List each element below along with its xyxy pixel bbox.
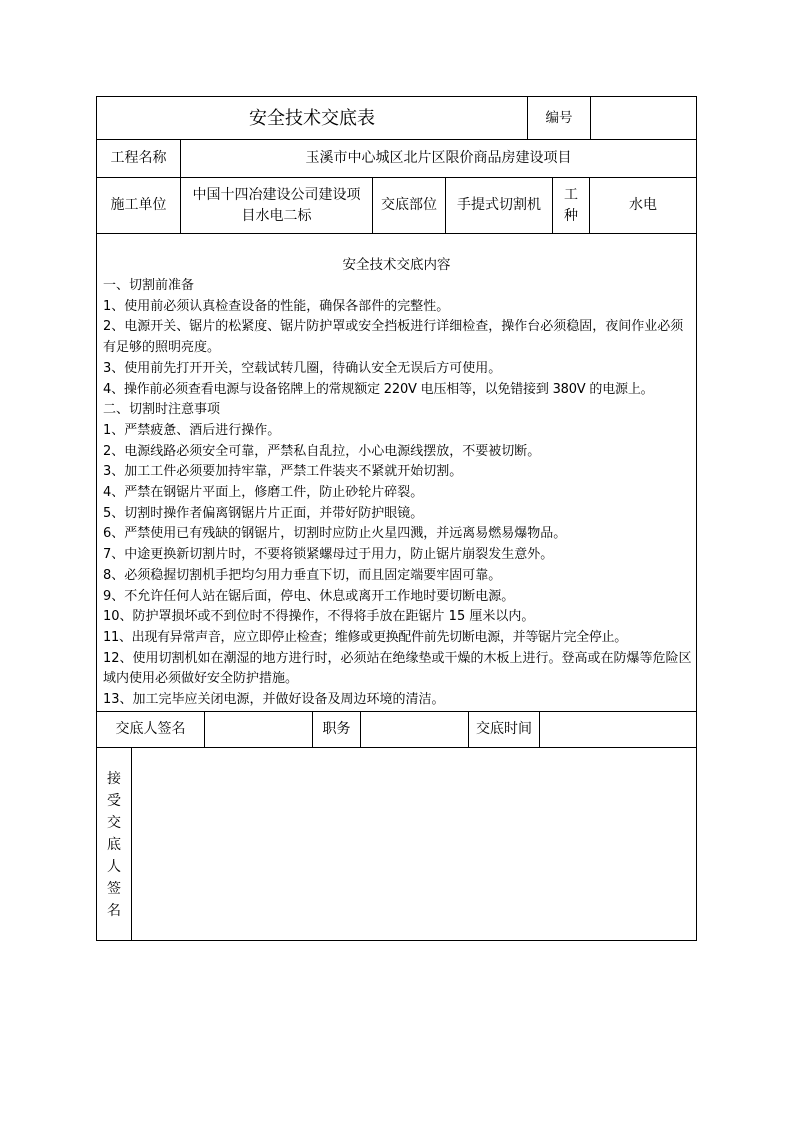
number-field[interactable] [591,97,696,139]
project-name-value: 玉溪市中心城区北片区限价商品房建设项目 [305,150,572,166]
form-title: 安全技术交底表 [249,107,375,129]
construction-unit-line: 中国十四冶建设公司建设项 [192,186,361,203]
content-line: 2、电源开关、锯片的松紧度、锯片防护罩或安全挡板进行详细检查，操作台必须稳固，夜间作业必须有足够的照明亮度。 [103,319,684,356]
disclosure-time-label: 交底时间 [476,721,532,737]
discloser-signature-label: 交底人签名 [115,721,186,737]
content-line: 6、严禁使用已有残缺的钢锯片，切割时应防止火星四溅，并远离易燃易爆物品。 [103,526,567,542]
content-line: 10、防护罩损坏或不到位时不得操作，不得将手放在距锯片 15 厘米以内。 [103,609,535,625]
content-line: 12、使用切割机如在潮湿的地方进行时，必须站在绝缘垫或干燥的木板上进行。登高或在防爆等危险区域内使用必须做好安全防护措施。 [103,650,692,687]
content-line: 7、中途更换新切割片时，不要将锁紧螺母过于用力，防止锯片崩裂发生意外。 [103,547,554,563]
receiver-signature-label [97,768,131,922]
content-line: 3、加工工件必须要加持牢靠，严禁工件装夹不紧就开始切割。 [103,464,463,480]
content-line: 4、严禁在钢锯片平面上，修磨工件，防止砂轮片碎裂。 [103,485,424,501]
table-border-bottom [96,940,697,941]
disclosure-time-field[interactable] [540,712,696,747]
disclosure-part-value: 手提式切割机 [457,197,541,213]
trade-label-char: 种 [564,207,578,224]
row-divider [96,233,697,234]
receiver-label-char: 人 [107,859,121,875]
content-line: 4、操作前必须查看电源与设备铭牌上的常规额定 220V 电压相等，以免错接到 380V 的电源上。 [103,381,654,397]
number-label: 编号 [545,109,573,126]
receiver-label-char: 受 [107,793,121,809]
position-label: 职务 [322,721,351,737]
content-line: 13、加工完毕应关闭电源，并做好设备及周边环境的清洁。 [103,692,445,708]
content-line: 8、必须稳握切割机手把均匀用力垂直下切，而且固定端要牢固可靠。 [103,567,502,583]
receiver-label-char: 签 [107,881,121,897]
content-line: 1、严禁疲惫、酒后进行操作。 [103,422,281,438]
content-line: 9、不允许任何人站在锯后面，停电、休息或离开工作地时要切断电源。 [103,588,515,604]
receiver-signature-area[interactable] [132,748,696,940]
content-line: 3、使用前先打开开关，空载试转几圈，待确认安全无误后方可使用。 [103,360,502,376]
receiver-label-char: 接 [107,771,121,787]
content-line: 二、切割时注意事项 [103,402,221,418]
receiver-label-char: 底 [107,837,121,853]
trade-label [553,178,589,233]
discloser-signature-field[interactable] [205,712,312,747]
construction-unit-label: 施工单位 [110,197,167,213]
receiver-label-char: 名 [107,903,121,919]
content-body [103,276,693,711]
project-name-label: 工程名称 [110,150,167,166]
position-field[interactable] [361,712,468,747]
receiver-label-char: 交 [107,815,121,831]
construction-unit-value [181,178,372,233]
content-line: 一、切割前准备 [103,278,195,293]
table-border-right [696,96,697,941]
disclosure-part-label: 交底部位 [381,197,437,213]
construction-unit-line: 目水电二标 [241,207,312,224]
content-line: 11、出现有异常声音，应立即停止检查；维修或更换配件前先切断电源，并等锯片完全停止。 [103,629,627,645]
content-line: 5、切割时操作者偏离钢锯片片正面，并带好防护眼镜。 [103,505,424,521]
trade-value: 水电 [629,197,657,213]
content-line: 1、使用前必须认真检查设备的性能，确保各部件的完整性。 [103,298,450,314]
trade-label-char: 工 [564,186,578,203]
content-heading: 安全技术交底内容 [342,256,451,273]
content-line: 2、电源线路必须安全可靠，严禁私自乱拉，小心电源线摆放，不要被切断。 [103,443,541,459]
